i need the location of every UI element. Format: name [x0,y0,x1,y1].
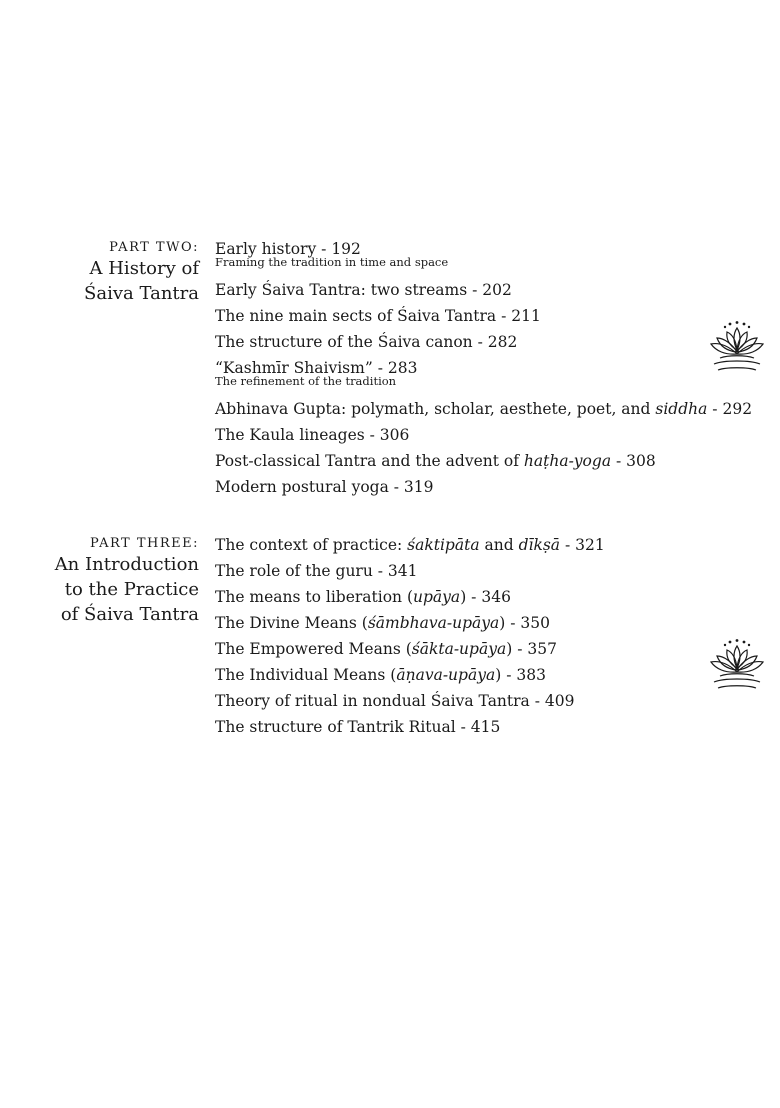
toc-entry[interactable]: The context of practice: śaktipāta and dīkṣā - 321 [215,536,605,554]
toc-entry[interactable]: The Individual Means (āṇava-upāya) - 383 [215,666,546,684]
toc-entry[interactable]: “Kashmīr Shaivism” - 283 [215,359,418,377]
part-two-title-line2: Śaiva Tantra [84,283,199,304]
part-two-heading [0,236,199,306]
toc-entry[interactable]: Early Śaiva Tantra: two streams - 202 [215,281,512,299]
part-three-title-line1: An Introduction [54,554,199,575]
toc-entry[interactable]: The Divine Means (śāmbhava-upāya) - 350 [215,614,550,632]
toc-entry[interactable]: The role of the guru - 341 [215,562,418,580]
part-three-heading [0,532,199,627]
part-two-entries [215,236,775,500]
toc-entry[interactable]: Modern postural yoga - 319 [215,478,434,496]
part-three-entries [215,532,775,740]
part-two-label: PART TWO: [109,240,199,255]
toc-subtitle: The refinement of the tradition [215,374,397,388]
part-three-title-line3: of Śaiva Tantra [60,604,199,625]
part-three-title-line2: to the Practice [64,579,199,600]
toc-entry[interactable]: The structure of Tantrik Ritual - 415 [215,718,501,736]
toc-entry[interactable]: Abhinava Gupta: polymath, scholar, aesthete, poet, and siddha - 292 [215,400,753,418]
toc-entry[interactable]: The means to liberation (upāya) - 346 [215,588,511,606]
toc-entry[interactable]: Theory of ritual in nondual Śaiva Tantra - 409 [215,692,575,710]
part-three-label: PART THREE: [90,536,199,551]
toc-entry[interactable]: The Kaula lineages - 306 [215,426,410,444]
toc-entry[interactable]: The structure of the Śaiva canon - 282 [215,333,518,351]
toc-entry[interactable]: Early history - 192 [215,240,361,258]
toc-entry[interactable]: Post-classical Tantra and the advent of haṭha-yoga - 308 [215,452,656,470]
toc-entry[interactable]: The Empowered Means (śākta-upāya) - 357 [215,640,557,658]
toc-subtitle: Framing the tradition in time and space [215,255,449,269]
part-two-title-line1: A History of [89,258,199,279]
toc-entry[interactable]: The nine main sects of Śaiva Tantra - 211 [215,307,541,325]
